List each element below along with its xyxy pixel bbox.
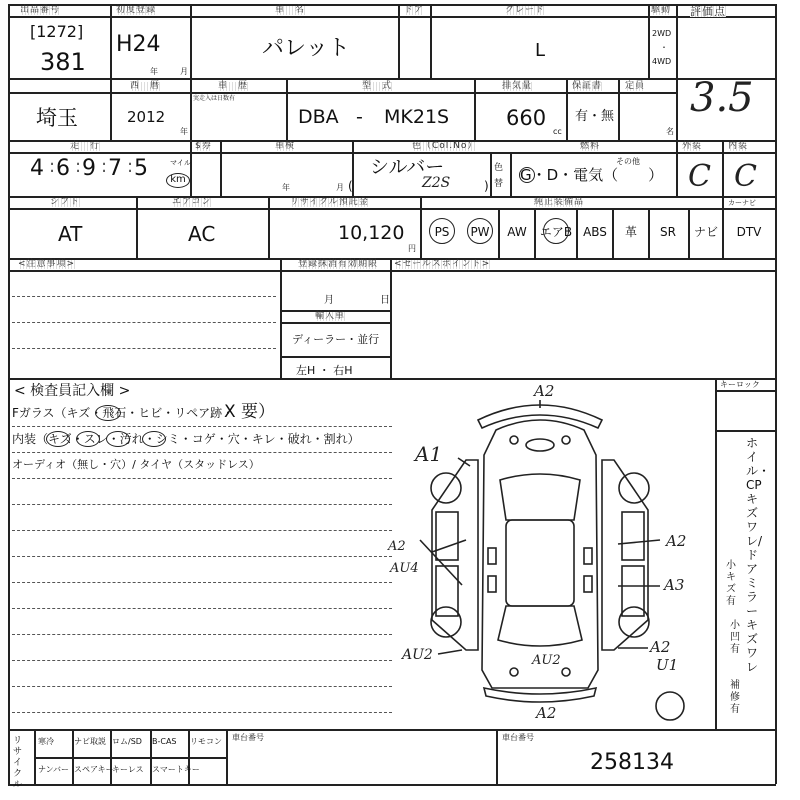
model-dash: - — [356, 106, 363, 128]
recycle-fee: 10,120 — [338, 222, 405, 244]
color-name: シルバー — [370, 156, 445, 178]
taillight-left — [510, 668, 518, 676]
color-change: 色替 — [494, 163, 504, 189]
import-label: 輸入車 — [315, 311, 346, 321]
expiry-day: 日 — [380, 295, 390, 306]
aircon-label: エアコン — [172, 197, 212, 207]
serial-number: 258134 — [590, 750, 674, 775]
mirror-right — [584, 548, 592, 564]
car-name: パレット — [262, 36, 350, 61]
equipment-item: DTV — [736, 225, 762, 239]
mark-left-front: A1 — [415, 442, 443, 466]
small-scratch-note: 小キズ有 — [726, 560, 736, 607]
right-front-door — [622, 512, 644, 560]
displacement: 660 — [506, 106, 547, 130]
windshield-note: Fガラス（キズ・飛石・ヒビ・リペア跡・ — [12, 406, 235, 420]
fuel-value: G・D・電気（ ） — [520, 166, 664, 184]
mileage-digit: 5 — [134, 156, 148, 181]
yen-unit: 円 — [408, 244, 416, 253]
mile-unit: マイル — [170, 159, 191, 167]
mileage-separator: : — [127, 156, 134, 177]
mark-rear-bumper: AU2 — [532, 653, 561, 668]
left-front-door — [436, 512, 458, 560]
drive-label: 駆動 — [651, 5, 672, 15]
chassis-label: 車台番号 — [232, 733, 264, 742]
reg-expiry-label: 登録抹消有効期限 — [298, 259, 379, 269]
interior-note: 内装（キズ・スレ・汚れ・シミ・コゲ・穴・キレ・破れ・割れ） — [12, 432, 360, 446]
mileage-digit: 7 — [108, 156, 122, 181]
leader-au2 — [438, 650, 462, 654]
mark-right-mid: A2 — [666, 532, 687, 550]
year-unit-2: 年 — [180, 127, 188, 136]
warranty-label: 保証書 — [572, 81, 603, 91]
right-rear-quarter — [584, 576, 592, 592]
taillight-right — [562, 668, 570, 676]
dollar-label: $券 — [195, 141, 212, 151]
headlight-left — [510, 436, 518, 444]
mark-right-rear: A3 — [664, 576, 685, 594]
rating-label: 評価点 — [690, 5, 726, 18]
mark-rear: A2 — [536, 704, 557, 722]
color-paren-open: ( — [348, 179, 353, 193]
leader-au4 — [432, 540, 466, 552]
inspector-title: < 検査員記入欄 > — [14, 383, 131, 399]
capacity-unit: 名 — [666, 127, 674, 136]
windshield-mark: X 要） — [224, 402, 276, 422]
mileage-digit: 9 — [82, 156, 96, 181]
cert-note: 実走入は日数有 — [193, 95, 236, 102]
mark-left-mid1: A2 — [388, 539, 406, 554]
mileage-digit: 6 — [56, 156, 70, 181]
grade-label: グレード — [505, 5, 546, 15]
mark-left-rear: AU2 — [402, 647, 433, 663]
left-side-profile — [432, 460, 478, 650]
mirror-left — [488, 548, 496, 564]
car-name-label: 車 名 — [275, 5, 306, 15]
equipment-item: SR — [660, 225, 676, 239]
month-unit: 月 — [180, 67, 188, 76]
mark-right-rear-2: A2 — [650, 638, 671, 656]
spare-tire — [656, 692, 684, 720]
color-code: Z2S — [422, 175, 451, 191]
fuel-label: 燃料 — [580, 141, 601, 151]
right-side-profile — [602, 460, 648, 650]
option-item: スマートキー — [152, 765, 200, 774]
option-item: リモコン — [190, 737, 222, 746]
lot-no-label: 出品番号 — [20, 5, 61, 15]
caution-label: <注意事項> — [18, 259, 76, 269]
shift-value: AT — [58, 222, 83, 246]
audio-tire-note: オーディオ（無し・穴）/ タイヤ（スタッドレス） — [12, 458, 260, 471]
displacement-label: 排気量 — [502, 81, 533, 91]
drive-dot: ・ — [660, 43, 668, 52]
lot-number: 381 — [40, 48, 86, 76]
recycle-footer-label: リサイクル — [13, 736, 23, 790]
western-year-label: 西 暦 — [130, 81, 161, 91]
mark-left-mid2: AU4 — [390, 561, 419, 576]
equipment-item: エアB — [539, 225, 573, 239]
left-rear-quarter — [488, 576, 496, 592]
year-unit: 年 — [150, 67, 158, 76]
rear-window — [498, 606, 582, 646]
model-prefix: DBA — [298, 106, 339, 128]
leader-right-a2 — [618, 540, 660, 544]
model-label: 型 式 — [362, 81, 393, 91]
mileage-digit: 4 — [30, 156, 44, 181]
vehicle-cert-label: 車 歴 — [218, 81, 249, 91]
equipment-item: ABS — [583, 225, 607, 239]
mileage-separator: : — [49, 156, 56, 177]
interior-label: 内装 — [728, 141, 749, 151]
option-item: ロム/SD — [112, 737, 142, 746]
grade-value: L — [535, 40, 546, 61]
front-bumper — [478, 405, 602, 428]
drive-4wd: 4WD — [652, 57, 672, 66]
headlight-right — [562, 436, 570, 444]
mileage-label: 走 行 — [70, 141, 101, 151]
fuel-other: その他 — [616, 157, 640, 166]
leader-left-door — [420, 540, 462, 585]
mileage-separator: : — [101, 156, 108, 177]
lot-bracket: [1272] — [30, 22, 84, 41]
option-item: 寒冷 — [38, 737, 54, 746]
equipment-item: PW — [470, 225, 490, 239]
option-item: ナビ取説 — [74, 737, 106, 746]
roof — [506, 520, 574, 606]
option-item: ナンバー — [38, 765, 70, 774]
rear-bumper — [484, 688, 596, 702]
shift-label: シフト — [50, 197, 81, 207]
inspection-year: 年 — [282, 183, 290, 192]
capacity-label: 定員 — [625, 81, 646, 91]
region: 埼玉 — [36, 106, 78, 130]
equipment-item: ナビ — [693, 225, 718, 239]
equipment-item: PS — [434, 225, 450, 239]
grille — [526, 439, 554, 451]
inspection-label: 車検 — [275, 141, 296, 151]
serial-label: 車台番号 — [502, 733, 534, 742]
aircon-value: AC — [188, 222, 216, 246]
repair-note: 補修有 — [730, 680, 740, 715]
carnav-label: カーナビ — [728, 199, 756, 207]
interior-grade: C — [734, 159, 757, 194]
handle-side: 左H ・ 右H — [296, 364, 353, 377]
equipment-item: 革 — [624, 225, 637, 239]
windshield — [500, 474, 580, 520]
km-unit-circled: km — [166, 173, 190, 188]
door-label: ドア — [404, 5, 424, 15]
keylock-label: キーロック — [720, 380, 760, 389]
rating-value: 3.5 — [690, 75, 754, 121]
sales-point-label: <セールスポイント> — [394, 259, 491, 269]
expiry-month: 月 — [324, 295, 334, 306]
color-label: 色（Col.No） — [412, 141, 478, 151]
recycle-label: リサイクル預託金 — [290, 197, 369, 207]
wheel-mirror-note: ホイル・CPキズワレ/ドアミラーキズワレ — [746, 436, 771, 674]
dealer-parallel: ディーラー・並行 — [292, 333, 380, 346]
first-reg-value: H24 — [116, 32, 161, 57]
equipment-label: 純正装備品 — [534, 197, 585, 207]
first-reg-label: 初度登録 — [116, 5, 157, 15]
warranty-value: 有・無 — [575, 109, 615, 124]
color-paren-close: ) — [484, 179, 489, 193]
mark-right-rear-3: U1 — [656, 656, 679, 674]
option-item: キーレス — [112, 765, 144, 774]
mark-front: A2 — [534, 382, 555, 400]
car-body-outline — [482, 420, 598, 688]
exterior-grade: C — [688, 159, 711, 194]
mileage-separator: : — [75, 156, 82, 177]
small-dent-note: 小凹有 — [730, 620, 740, 655]
option-item: B-CAS — [152, 737, 177, 746]
western-year: 2012 — [127, 108, 166, 126]
option-item: スペアキー — [74, 765, 114, 774]
equipment-item: AW — [507, 225, 527, 239]
model-code: MK21S — [384, 106, 450, 128]
drive-2wd: 2WD — [652, 29, 672, 38]
exterior-label: 外装 — [682, 141, 703, 151]
inspection-month: 月 — [336, 183, 344, 192]
cc-unit: cc — [553, 127, 562, 136]
